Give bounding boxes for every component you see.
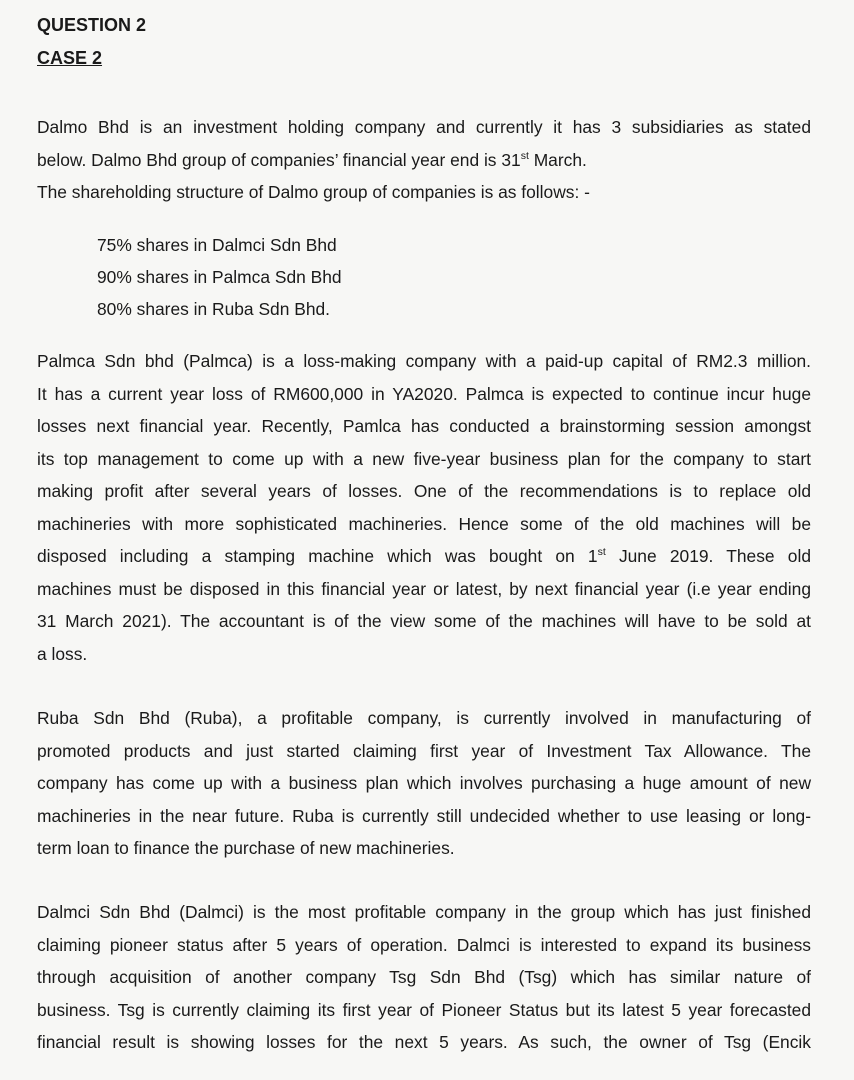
dalmci-line: Dalmci Sdn Bhd (Dalmci) is the most profitable company in the group which has just finished [37, 902, 811, 922]
palmca-line: its top management to come up with a new five-year business plan for the company to start [37, 448, 811, 469]
shareholding-item: 90% shares in Palmca Sdn Bhd [97, 267, 342, 287]
palmca-line-7 [37, 540, 811, 573]
palmca-line: machines must be disposed in this financial year or latest, by next financial year (i.e year ending [37, 578, 811, 599]
intro-paragraph [37, 111, 811, 209]
shareholding-item: 80% shares in Ruba Sdn Bhd. [97, 299, 330, 319]
palmca-line: It has a current year loss of RM600,000 in YA2020. Palmca is expected to continue incur huge [37, 383, 811, 404]
intro-line-2-end: March. [528, 149, 587, 170]
case-title: CASE 2 [37, 48, 103, 68]
dalmci-line: through acquisition of another company Tsg Sdn Bhd (Tsg) which has similar nature of [37, 967, 811, 987]
palmca-line-7-text: disposed including a stamping machine which was bought on 1 [37, 546, 598, 566]
dalmci-line: business. Tsg is currently claiming its first year of Pioneer Status but its latest 5 year forecasted [37, 999, 811, 1020]
ruba-line: Ruba Sdn Bhd (Ruba), a profitable company, is currently involved in manufacturing of [37, 708, 811, 728]
ordinal-suffix: st [520, 149, 529, 162]
ruba-line: promoted products and just started claiming first year of Investment Tax Allowance. The [37, 740, 811, 761]
palmca-line: Palmca Sdn bhd (Palmca) is a loss-making company with a paid-up capital of RM2.3 million. [37, 351, 811, 371]
shareholding-list [97, 229, 342, 325]
dalmci-line: financial result is showing losses for the next 5 years. As such, the owner of Tsg (Encik [37, 1032, 811, 1052]
palmca-line: machineries with more sophisticated machineries. Hence some of the old machines will be [37, 513, 811, 534]
palmca-line-7-end: June 2019. These old [605, 546, 811, 566]
ruba-line: term loan to finance the purchase of new machineries. [37, 838, 455, 858]
intro-line-2-text: below. Dalmo Bhd group of companies’ financial year end is 31 [37, 149, 521, 170]
palmca-line: losses next financial year. Recently, Pamlca has conducted a brainstorming session amongst [37, 416, 811, 436]
ruba-line: machineries in the near future. Ruba is currently still undecided whether to use leasing or long- [37, 805, 811, 826]
palmca-line: making profit after several years of losses. One of the recommendations is to replace old [37, 481, 811, 501]
palmca-line: a loss. [37, 643, 88, 664]
shareholding-item: 75% shares in Dalmci Sdn Bhd [97, 235, 337, 255]
intro-line-2 [37, 144, 811, 177]
ruba-line: company has come up with a business plan which involves purchasing a huge amount of new [37, 773, 811, 793]
ordinal-suffix: st [597, 546, 606, 558]
ruba-paragraph [37, 702, 811, 865]
dalmci-paragraph [37, 896, 811, 1059]
question-title: QUESTION 2 [37, 15, 147, 35]
dalmci-line: claiming pioneer status after 5 years of operation. Dalmci is interested to expand its business [37, 934, 811, 955]
palmca-line: 31 March 2021). The accountant is of the view some of the machines will have to be sold at [37, 611, 811, 631]
intro-line-1: Dalmo Bhd is an investment holding company and currently it has 3 subsidiaries as stated [37, 117, 811, 137]
intro-line-3: The shareholding structure of Dalmo group of companies is as follows: - [37, 182, 590, 202]
palmca-paragraph [37, 345, 811, 670]
